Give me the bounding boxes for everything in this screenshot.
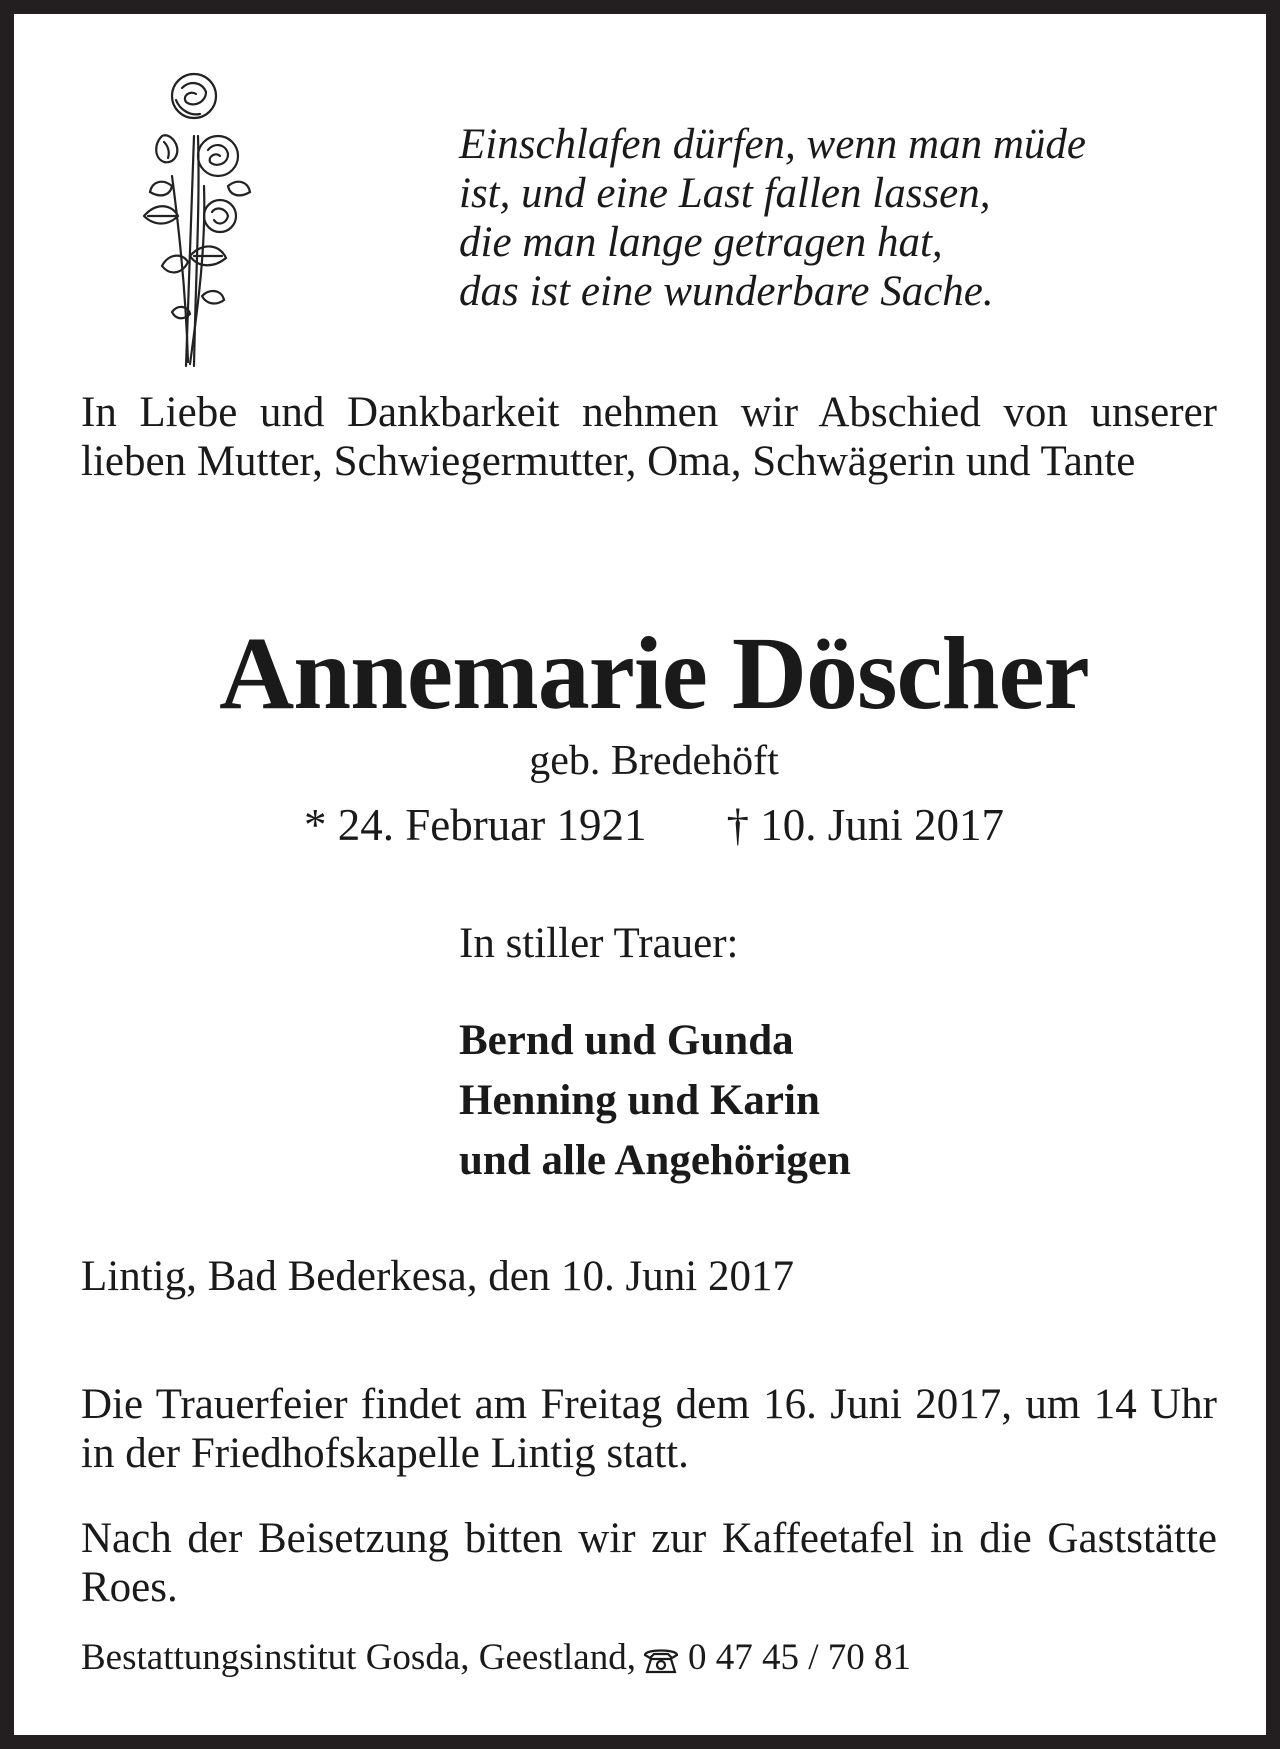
quote-line: das ist eine wunderbare Sache. xyxy=(459,268,994,315)
quote-line: Einschlafen dürfen, wenn man müde xyxy=(459,121,1086,168)
life-dates xyxy=(14,799,1280,851)
family-member: Henning und Karin xyxy=(459,1077,820,1124)
place-and-date: Lintig, Bad Bederkesa, den 10. Juni 2017 xyxy=(81,1253,794,1300)
intro-text: In Liebe und Dankbarkeit nehmen wir Abschied von unserer lieben Mutter, Schwiegermutter, Oma, Schwägerin und Tante xyxy=(81,389,1217,485)
mourning-label: In stiller Trauer: xyxy=(459,920,739,967)
undertaker-name: Bestattungsinstitut Gosda, Geestland, xyxy=(81,1637,636,1678)
maiden-name: geb. Bredehöft xyxy=(529,738,779,784)
quote xyxy=(459,120,1086,316)
undertaker-line xyxy=(81,1634,911,1688)
rose-bouquet-icon xyxy=(132,66,257,371)
reception-text: Nach der Beisetzung bitten wir zur Kaffeetafel in die Gaststätte Roes. xyxy=(81,1515,1217,1611)
deceased-name: Annemarie Döscher xyxy=(219,616,1089,731)
birth-date: * 24. Februar 1921 xyxy=(304,800,647,850)
phone-number: 0 47 45 / 70 81 xyxy=(687,1637,911,1678)
family-list xyxy=(459,1011,851,1191)
quote-line: die man lange getragen hat, xyxy=(459,219,943,266)
death-date: † 10. Juni 2017 xyxy=(726,800,1004,850)
funeral-service-text: Die Trauerfeier findet am Freitag dem 16. Juni 2017, um 14 Uhr in der Friedhofskapelle Lintig statt. xyxy=(81,1381,1217,1477)
quote-line: ist, und eine Last fallen lassen, xyxy=(459,170,991,217)
family-member: Bernd und Gunda xyxy=(459,1017,794,1064)
family-member: und alle Angehörigen xyxy=(459,1137,851,1184)
telephone-icon xyxy=(642,1640,680,1688)
